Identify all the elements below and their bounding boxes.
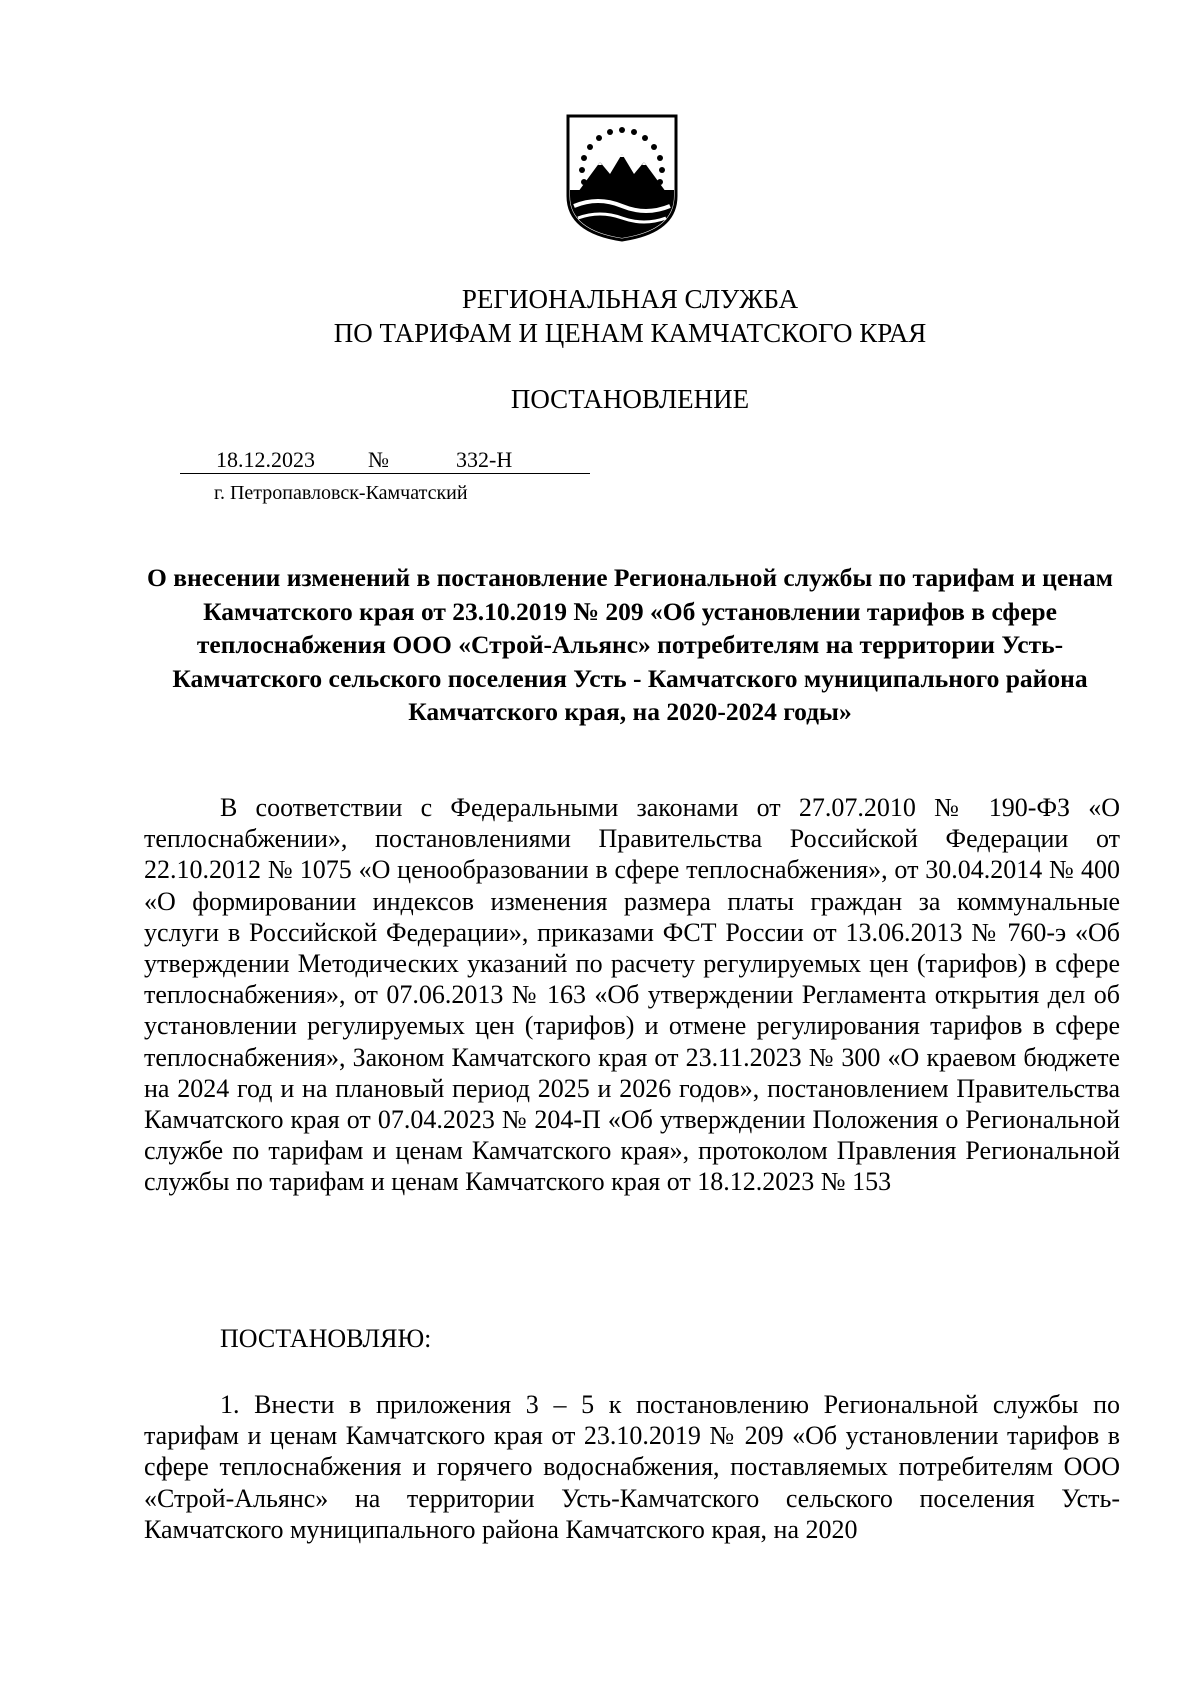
item-1-paragraph: 1. Внести в приложения 3 – 5 к постановлению Региональной службы по тарифам и ценам Камчатского края от 23.10.2019 № 209 «Об установлении тарифов в сфере теплоснабжения и горячего водоснабжения, поставляемых потребителям ООО «Строй-Альянс» на территории Усть-Камчатского сельского поселения Усть-Камчатского муниципального района Камчатского края, на 2020 xyxy=(144,1390,1120,1544)
preamble-paragraph: В соответствии с Федеральными законами от 27.07.2010 № 190-ФЗ «О теплоснабжении», постановлениями Правительства Российской Федерации от 22.10.2012 № 1075 «О ценообразовании в сфере теплоснабжения», от 30.04.2014 № 400 «О формировании индексов изменения размера платы граждан за коммунальные услуги в Российской Федерации», приказами ФСТ России от 13.06.2013 № 760-э «Об утверждении Методических указаний по расчету регулируемых цен (тарифов) в сфере теплоснабжения», от 07.06.2013 № 163 «Об утверждении Регламента открытия дел об установлении регулируемых цен (тарифов) и отмене регулирования тарифов в сфере теплоснабжения», Законом Камчатского края от 23.11.2023 № 300 «О краевом бюджете на 2024 год и на плановый период 2025 и 2026 годов», постановлением Правительства Камчатского края от 07.04.2023 № 204-П «Об утверждении Положения о Региональной службе по тарифам и ценам Камчатского края», протоколом Правления Региональной службы по тарифам и ценам Камчатского края от 18.12.2023 № 153 xyxy=(144,793,1120,1197)
document-number: 332-Н xyxy=(456,447,513,472)
number-sign: № xyxy=(368,447,389,472)
document-title: О внесении изменений в постановление Региональной службы по тарифам и ценам Камчатского края от 23.10.2019 № 209 «Об установлении тарифов в сфере теплоснабжения ООО «Строй-Альянс» потребителям на территории Усть-Камчатского сельского поселения Усть - Камчатского муниципального района Камчатского края, на 2020-2024 годы» xyxy=(147,563,1113,726)
org-name-line2: ПО ТАРИФАМ И ЦЕНАМ КАМЧАТСКОГО КРАЯ xyxy=(333,318,927,348)
document-city: г. Петропавловск-Камчатский xyxy=(214,482,468,504)
decree-word: ПОСТАНОВЛЯЮ: xyxy=(220,1324,432,1353)
org-name-line1: РЕГИОНАЛЬНАЯ СЛУЖБА xyxy=(461,284,799,314)
document-type: ПОСТАНОВЛЕНИЕ xyxy=(510,384,750,414)
meta-underline xyxy=(180,473,590,474)
kamchatka-coat-of-arms-icon xyxy=(564,110,680,242)
document-date: 18.12.2023 xyxy=(216,447,315,472)
